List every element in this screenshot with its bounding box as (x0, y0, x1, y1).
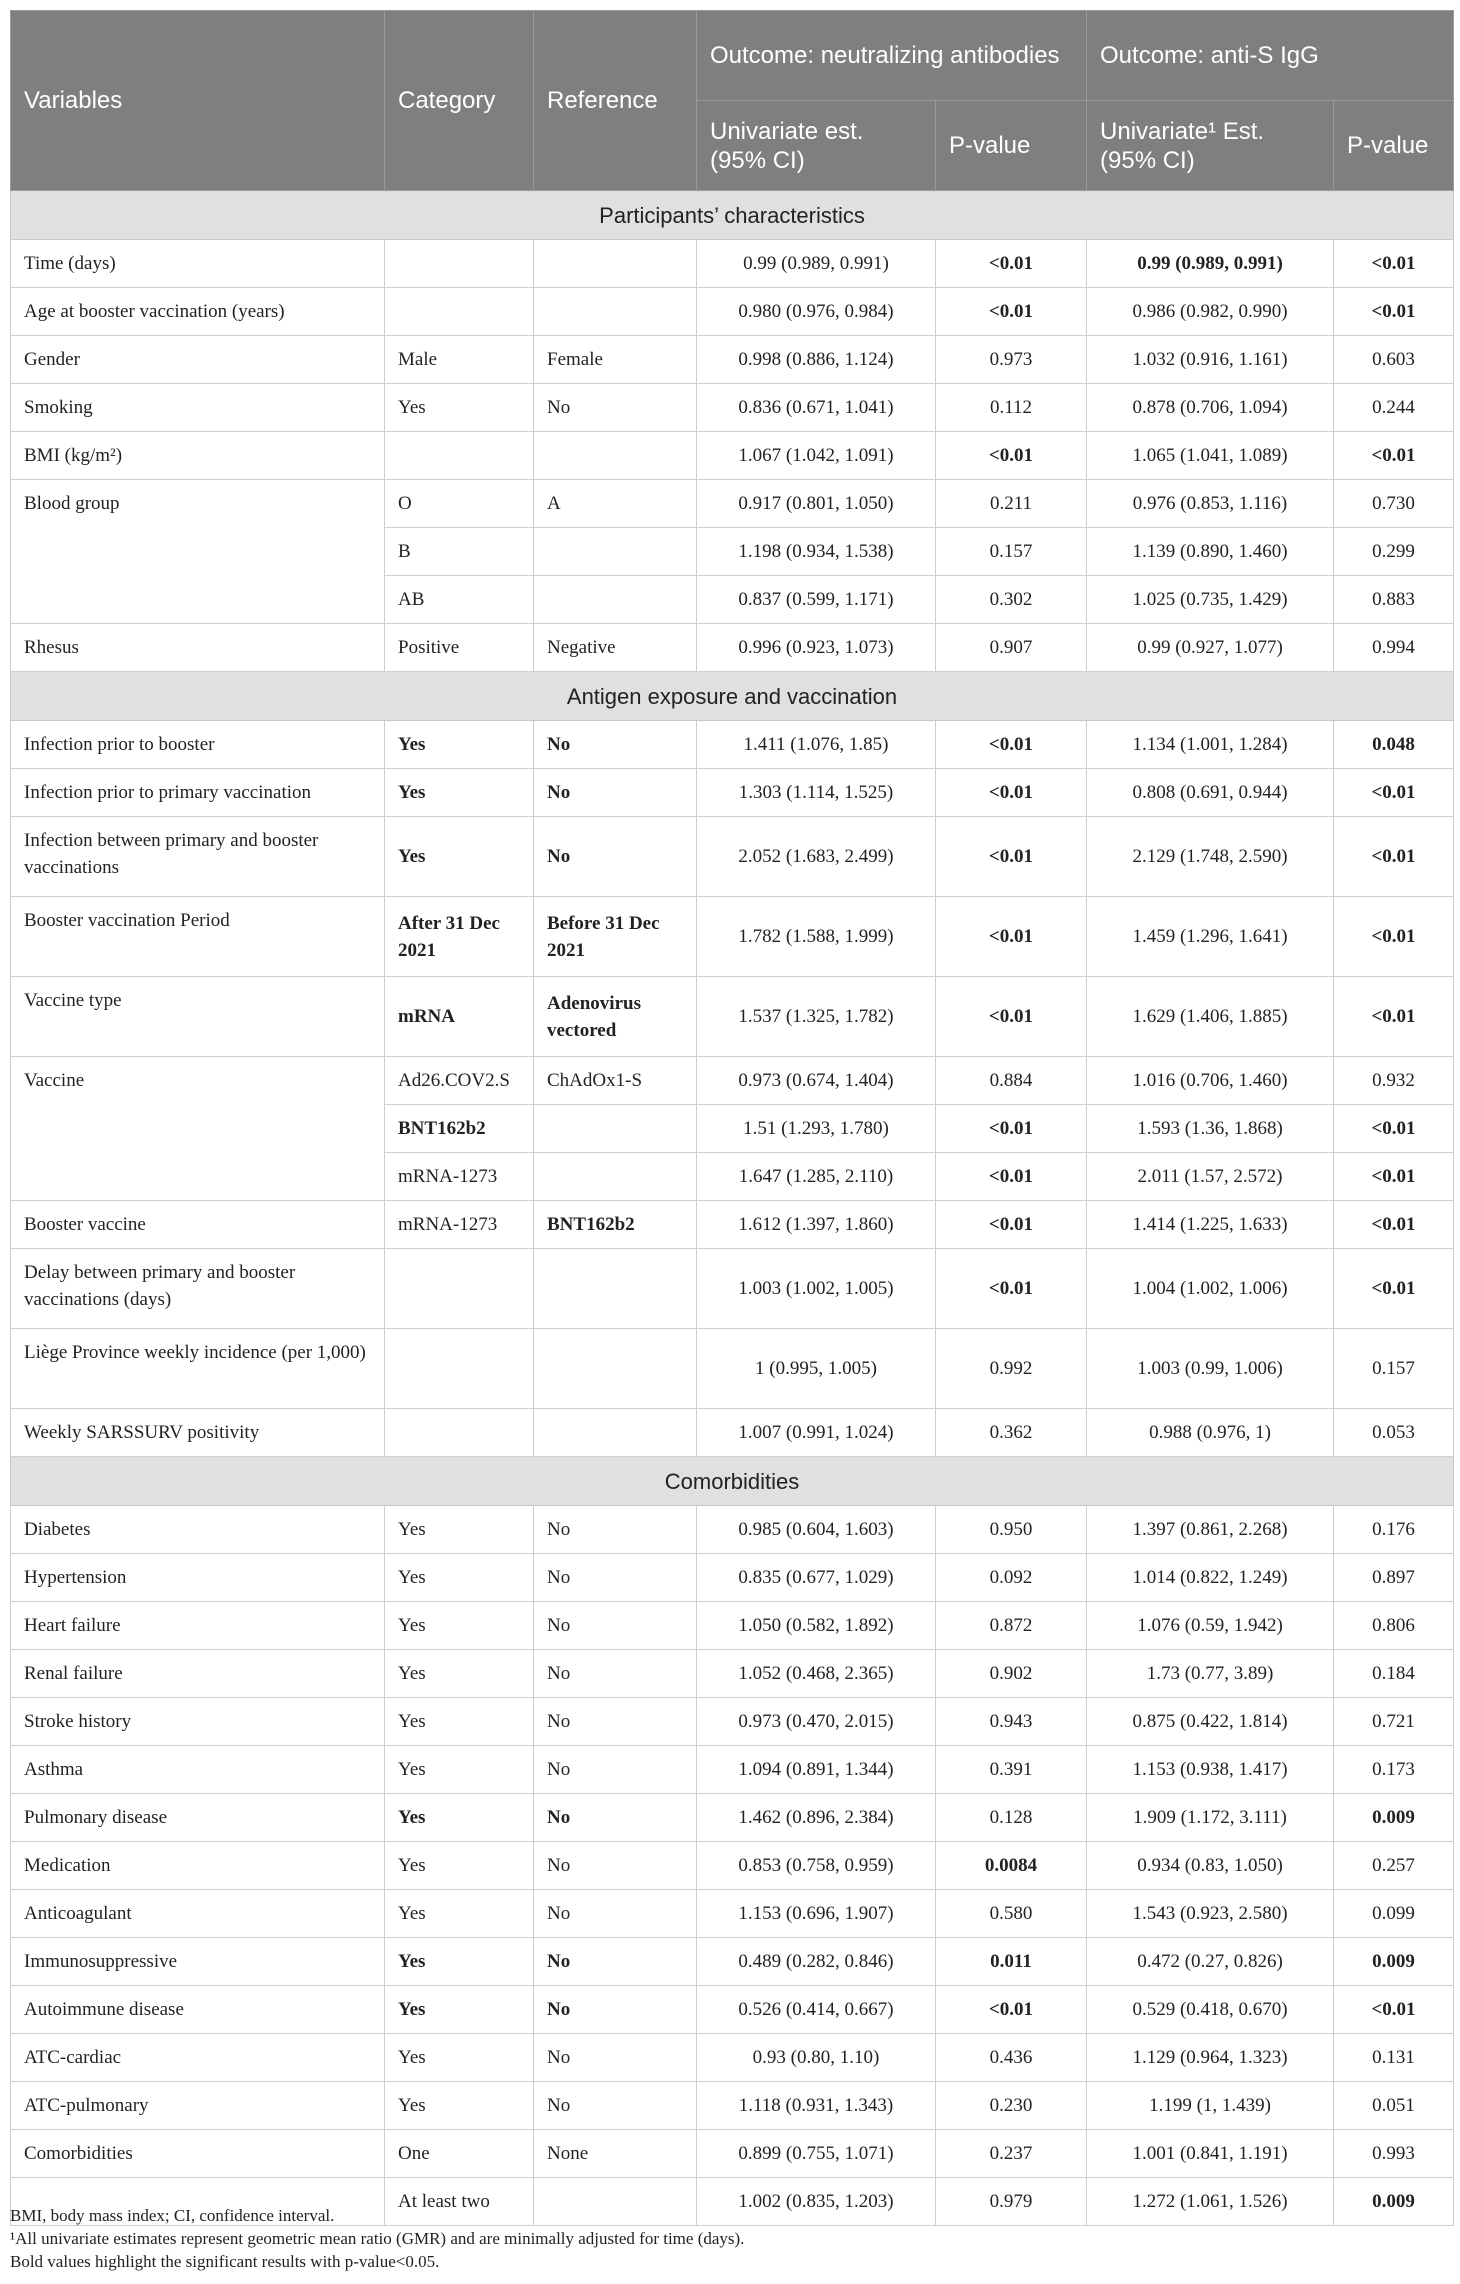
table-footnotes (10, 2204, 744, 2273)
reference-cell (534, 432, 697, 480)
estimate-neutralizing-cell: 1.094 (0.891, 1.344) (697, 1746, 936, 1794)
pvalue-neutralizing-cell: 0.950 (936, 1506, 1087, 1554)
pvalue-neutralizing-cell: <0.01 (936, 1105, 1087, 1153)
variable-cell: Time (days) (11, 240, 385, 288)
estimate-igg-cell: 1.543 (0.923, 2.580) (1087, 1890, 1334, 1938)
pvalue-igg-cell: 0.730 (1334, 480, 1454, 528)
category-cell: At least two (385, 2178, 534, 2226)
estimate-igg-cell: 1.199 (1, 1.439) (1087, 2082, 1334, 2130)
variable-cell: Vaccine (11, 1057, 385, 1201)
pvalue-neutralizing-cell: <0.01 (936, 817, 1087, 897)
pvalue-igg-cell: 0.883 (1334, 576, 1454, 624)
estimate-neutralizing-cell: 0.973 (0.470, 2.015) (697, 1698, 936, 1746)
category-cell: Male (385, 336, 534, 384)
reference-cell (534, 1153, 697, 1201)
reference-cell: No (534, 1794, 697, 1842)
header-category: Category (385, 11, 534, 191)
reference-cell (534, 1329, 697, 1409)
variable-cell: Rhesus (11, 624, 385, 672)
reference-cell: Negative (534, 624, 697, 672)
pvalue-neutralizing-cell: 0.092 (936, 1554, 1087, 1602)
pvalue-igg-cell: <0.01 (1334, 432, 1454, 480)
estimate-neutralizing-cell: 1.647 (1.285, 2.110) (697, 1153, 936, 1201)
category-cell (385, 432, 534, 480)
variable-cell: Immunosuppressive (11, 1938, 385, 1986)
category-cell: B (385, 528, 534, 576)
category-cell: Yes (385, 769, 534, 817)
estimate-neutralizing-cell: 1.462 (0.896, 2.384) (697, 1794, 936, 1842)
pvalue-neutralizing-cell: 0.902 (936, 1650, 1087, 1698)
estimate-neutralizing-cell: 2.052 (1.683, 2.499) (697, 817, 936, 897)
table-row (11, 1890, 1454, 1938)
pvalue-neutralizing-cell: <0.01 (936, 240, 1087, 288)
estimate-igg-cell: 1.397 (0.861, 2.268) (1087, 1506, 1334, 1554)
table-row (11, 1794, 1454, 1842)
estimate-igg-cell: 1.003 (0.99, 1.006) (1087, 1329, 1334, 1409)
estimate-neutralizing-cell: 0.980 (0.976, 0.984) (697, 288, 936, 336)
pvalue-neutralizing-cell: 0.391 (936, 1746, 1087, 1794)
estimate-neutralizing-cell: 0.835 (0.677, 1.029) (697, 1554, 936, 1602)
header-pvalue-neutralizing: P-value (936, 101, 1087, 191)
reference-cell (534, 1409, 697, 1457)
estimate-neutralizing-cell: 1.050 (0.582, 1.892) (697, 1602, 936, 1650)
estimate-neutralizing-cell: 1 (0.995, 1.005) (697, 1329, 936, 1409)
estimate-neutralizing-cell: 1.003 (1.002, 1.005) (697, 1249, 936, 1329)
estimate-neutralizing-cell: 0.489 (0.282, 0.846) (697, 1938, 936, 1986)
pvalue-igg-cell: 0.099 (1334, 1890, 1454, 1938)
section-row (11, 672, 1454, 721)
pvalue-igg-cell: <0.01 (1334, 1249, 1454, 1329)
pvalue-neutralizing-cell: 0.884 (936, 1057, 1087, 1105)
pvalue-neutralizing-cell: 0.362 (936, 1409, 1087, 1457)
table-row (11, 897, 1454, 977)
estimate-igg-cell: 1.153 (0.938, 1.417) (1087, 1746, 1334, 1794)
header-outcome-igg: Outcome: anti-S IgG (1087, 11, 1454, 101)
estimate-igg-cell: 1.629 (1.406, 1.885) (1087, 977, 1334, 1057)
table-row (11, 1506, 1454, 1554)
estimate-neutralizing-cell: 1.002 (0.835, 1.203) (697, 2178, 936, 2226)
variable-cell: Smoking (11, 384, 385, 432)
category-cell: One (385, 2130, 534, 2178)
variable-cell: Asthma (11, 1746, 385, 1794)
estimate-neutralizing-cell: 0.917 (0.801, 1.050) (697, 480, 936, 528)
estimate-igg-cell: 1.129 (0.964, 1.323) (1087, 2034, 1334, 2082)
pvalue-igg-cell: <0.01 (1334, 769, 1454, 817)
reference-cell (534, 288, 697, 336)
pvalue-igg-cell: 0.009 (1334, 1938, 1454, 1986)
estimate-igg-cell: 1.909 (1.172, 3.111) (1087, 1794, 1334, 1842)
header-variables: Variables (11, 11, 385, 191)
pvalue-igg-cell: 0.257 (1334, 1842, 1454, 1890)
pvalue-igg-cell: <0.01 (1334, 1153, 1454, 1201)
category-cell (385, 1249, 534, 1329)
pvalue-neutralizing-cell: <0.01 (936, 1249, 1087, 1329)
reference-cell (534, 1105, 697, 1153)
estimate-igg-cell: 0.472 (0.27, 0.826) (1087, 1938, 1334, 1986)
category-cell: O (385, 480, 534, 528)
category-cell: Yes (385, 1986, 534, 2034)
estimate-neutralizing-cell: 1.153 (0.696, 1.907) (697, 1890, 936, 1938)
pvalue-igg-cell: 0.932 (1334, 1057, 1454, 1105)
category-cell: Yes (385, 1842, 534, 1890)
estimate-igg-cell: 1.139 (0.890, 1.460) (1087, 528, 1334, 576)
reference-cell: Adenovirus vectored (534, 977, 697, 1057)
reference-cell: No (534, 1890, 697, 1938)
pvalue-igg-cell: <0.01 (1334, 240, 1454, 288)
pvalue-neutralizing-cell: <0.01 (936, 288, 1087, 336)
variable-cell: Delay between primary and booster vaccinations (days) (11, 1249, 385, 1329)
pvalue-igg-cell: 0.994 (1334, 624, 1454, 672)
footnote: ¹All univariate estimates represent geometric mean ratio (GMR) and are minimally adjusted for time (days). (10, 2229, 745, 2248)
variable-cell: Infection prior to primary vaccination (11, 769, 385, 817)
pvalue-neutralizing-cell: 0.0084 (936, 1842, 1087, 1890)
pvalue-neutralizing-cell: 0.436 (936, 2034, 1087, 2082)
table-row (11, 1201, 1454, 1249)
reference-cell: None (534, 2130, 697, 2178)
section-row (11, 191, 1454, 240)
pvalue-igg-cell: 0.009 (1334, 2178, 1454, 2226)
table-row (11, 432, 1454, 480)
table-body (11, 191, 1454, 2226)
pvalue-neutralizing-cell: 0.992 (936, 1329, 1087, 1409)
table-row (11, 1329, 1454, 1409)
pvalue-igg-cell: <0.01 (1334, 1986, 1454, 2034)
pvalue-neutralizing-cell: <0.01 (936, 1986, 1087, 2034)
estimate-igg-cell: 1.459 (1.296, 1.641) (1087, 897, 1334, 977)
pvalue-igg-cell: 0.173 (1334, 1746, 1454, 1794)
estimate-neutralizing-cell: 0.99 (0.989, 0.991) (697, 240, 936, 288)
variable-cell: Weekly SARSSURV positivity (11, 1409, 385, 1457)
pvalue-neutralizing-cell: 0.237 (936, 2130, 1087, 2178)
table-row (11, 240, 1454, 288)
table-row (11, 1409, 1454, 1457)
estimate-neutralizing-cell: 1.537 (1.325, 1.782) (697, 977, 936, 1057)
estimate-igg-cell: 0.99 (0.927, 1.077) (1087, 624, 1334, 672)
pvalue-neutralizing-cell: 0.112 (936, 384, 1087, 432)
pvalue-igg-cell: 0.157 (1334, 1329, 1454, 1409)
pvalue-neutralizing-cell: <0.01 (936, 977, 1087, 1057)
table-row (11, 977, 1454, 1057)
variable-cell: Booster vaccine (11, 1201, 385, 1249)
pvalue-neutralizing-cell: 0.302 (936, 576, 1087, 624)
table-row (11, 1249, 1454, 1329)
reference-cell: No (534, 2034, 697, 2082)
estimate-igg-cell: 1.272 (1.061, 1.526) (1087, 2178, 1334, 2226)
estimate-igg-cell: 1.016 (0.706, 1.460) (1087, 1057, 1334, 1105)
section-title: Participants’ characteristics (11, 191, 1454, 240)
variable-cell: Medication (11, 1842, 385, 1890)
estimate-neutralizing-cell: 0.836 (0.671, 1.041) (697, 384, 936, 432)
category-cell: AB (385, 576, 534, 624)
pvalue-igg-cell: 0.806 (1334, 1602, 1454, 1650)
table-row (11, 1842, 1454, 1890)
estimate-neutralizing-cell: 1.052 (0.468, 2.365) (697, 1650, 936, 1698)
table-row (11, 288, 1454, 336)
reference-cell (534, 1249, 697, 1329)
reference-cell (534, 528, 697, 576)
pvalue-neutralizing-cell: <0.01 (936, 1201, 1087, 1249)
estimate-igg-cell: 1.001 (0.841, 1.191) (1087, 2130, 1334, 2178)
category-cell: mRNA-1273 (385, 1153, 534, 1201)
variable-cell: Stroke history (11, 1698, 385, 1746)
variable-cell: Liège Province weekly incidence (per 1,000) (11, 1329, 385, 1409)
pvalue-neutralizing-cell: 0.973 (936, 336, 1087, 384)
estimate-neutralizing-cell: 0.853 (0.758, 0.959) (697, 1842, 936, 1890)
category-cell: Yes (385, 721, 534, 769)
reference-cell: No (534, 1986, 697, 2034)
estimate-igg-cell: 1.593 (1.36, 1.868) (1087, 1105, 1334, 1153)
category-cell: Yes (385, 2034, 534, 2082)
variable-cell: Age at booster vaccination (years) (11, 288, 385, 336)
reference-cell: Before 31 Dec 2021 (534, 897, 697, 977)
pvalue-neutralizing-cell: 0.907 (936, 624, 1087, 672)
reference-cell: BNT162b2 (534, 1201, 697, 1249)
table-row (11, 817, 1454, 897)
header-outcome-neutralizing: Outcome: neutralizing antibodies (697, 11, 1087, 101)
footnote: Bold values highlight the significant results with p-value<0.05. (10, 2252, 440, 2271)
reference-cell (534, 240, 697, 288)
header-est-neutralizing: Univariate est. (95% CI) (697, 101, 936, 191)
reference-cell: No (534, 1650, 697, 1698)
header-est-igg: Univariate¹ Est. (95% CI) (1087, 101, 1334, 191)
category-cell (385, 1409, 534, 1457)
table-row (11, 1554, 1454, 1602)
pvalue-neutralizing-cell: 0.128 (936, 1794, 1087, 1842)
variable-cell: Booster vaccination Period (11, 897, 385, 977)
estimate-igg-cell: 0.878 (0.706, 1.094) (1087, 384, 1334, 432)
category-cell: Yes (385, 2082, 534, 2130)
variable-cell: Hypertension (11, 1554, 385, 1602)
estimate-neutralizing-cell: 1.612 (1.397, 1.860) (697, 1201, 936, 1249)
reference-cell: A (534, 480, 697, 528)
category-cell: Yes (385, 1650, 534, 1698)
estimate-neutralizing-cell: 1.782 (1.588, 1.999) (697, 897, 936, 977)
reference-cell: No (534, 2082, 697, 2130)
pvalue-neutralizing-cell: 0.157 (936, 528, 1087, 576)
reference-cell: No (534, 1602, 697, 1650)
estimate-igg-cell: 0.986 (0.982, 0.990) (1087, 288, 1334, 336)
reference-cell: No (534, 721, 697, 769)
pvalue-neutralizing-cell: <0.01 (936, 1153, 1087, 1201)
pvalue-igg-cell: <0.01 (1334, 977, 1454, 1057)
estimate-igg-cell: 0.529 (0.418, 0.670) (1087, 1986, 1334, 2034)
estimate-neutralizing-cell: 0.837 (0.599, 1.171) (697, 576, 936, 624)
variable-cell: Vaccine type (11, 977, 385, 1057)
table-row (11, 1938, 1454, 1986)
estimate-neutralizing-cell: 1.118 (0.931, 1.343) (697, 2082, 936, 2130)
pvalue-igg-cell: 0.053 (1334, 1409, 1454, 1457)
variable-cell: Infection between primary and booster vaccinations (11, 817, 385, 897)
reference-cell: ChAdOx1-S (534, 1057, 697, 1105)
section-title: Antigen exposure and vaccination (11, 672, 1454, 721)
estimate-igg-cell: 2.129 (1.748, 2.590) (1087, 817, 1334, 897)
variable-cell: Renal failure (11, 1650, 385, 1698)
pvalue-igg-cell: 0.897 (1334, 1554, 1454, 1602)
category-cell: Yes (385, 1602, 534, 1650)
category-cell: After 31 Dec 2021 (385, 897, 534, 977)
estimate-igg-cell: 1.134 (1.001, 1.284) (1087, 721, 1334, 769)
pvalue-neutralizing-cell: <0.01 (936, 432, 1087, 480)
table-row (11, 1746, 1454, 1794)
estimate-igg-cell: 2.011 (1.57, 2.572) (1087, 1153, 1334, 1201)
estimate-igg-cell: 0.808 (0.691, 0.944) (1087, 769, 1334, 817)
estimate-neutralizing-cell: 0.998 (0.886, 1.124) (697, 336, 936, 384)
pvalue-neutralizing-cell: <0.01 (936, 721, 1087, 769)
pvalue-igg-cell: 0.009 (1334, 1794, 1454, 1842)
pvalue-neutralizing-cell: 0.211 (936, 480, 1087, 528)
pvalue-neutralizing-cell: <0.01 (936, 897, 1087, 977)
pvalue-igg-cell: 0.721 (1334, 1698, 1454, 1746)
table-row (11, 1698, 1454, 1746)
table-row (11, 1650, 1454, 1698)
estimate-neutralizing-cell: 1.51 (1.293, 1.780) (697, 1105, 936, 1153)
category-cell: Yes (385, 817, 534, 897)
reference-cell: No (534, 1698, 697, 1746)
category-cell: Ad26.COV2.S (385, 1057, 534, 1105)
pvalue-igg-cell: <0.01 (1334, 1201, 1454, 1249)
results-table (10, 10, 1454, 2226)
estimate-igg-cell: 0.976 (0.853, 1.116) (1087, 480, 1334, 528)
category-cell (385, 1329, 534, 1409)
pvalue-neutralizing-cell: <0.01 (936, 769, 1087, 817)
variable-cell: Gender (11, 336, 385, 384)
reference-cell: No (534, 384, 697, 432)
estimate-neutralizing-cell: 1.198 (0.934, 1.538) (697, 528, 936, 576)
reference-cell (534, 576, 697, 624)
estimate-neutralizing-cell: 1.411 (1.076, 1.85) (697, 721, 936, 769)
table-row (11, 2130, 1454, 2178)
estimate-igg-cell: 1.076 (0.59, 1.942) (1087, 1602, 1334, 1650)
pvalue-igg-cell: 0.176 (1334, 1506, 1454, 1554)
table-row (11, 2082, 1454, 2130)
table-row (11, 1057, 1454, 1105)
variable-cell: Heart failure (11, 1602, 385, 1650)
pvalue-igg-cell: 0.603 (1334, 336, 1454, 384)
estimate-neutralizing-cell: 0.996 (0.923, 1.073) (697, 624, 936, 672)
pvalue-neutralizing-cell: 0.872 (936, 1602, 1087, 1650)
variable-cell: BMI (kg/m²) (11, 432, 385, 480)
variable-cell: Infection prior to booster (11, 721, 385, 769)
table-row (11, 721, 1454, 769)
reference-cell: No (534, 1842, 697, 1890)
reference-cell: No (534, 769, 697, 817)
estimate-neutralizing-cell: 0.526 (0.414, 0.667) (697, 1986, 936, 2034)
category-cell: Yes (385, 1746, 534, 1794)
reference-cell: No (534, 1746, 697, 1794)
pvalue-igg-cell: 0.051 (1334, 2082, 1454, 2130)
estimate-neutralizing-cell: 0.973 (0.674, 1.404) (697, 1057, 936, 1105)
variable-cell: Anticoagulant (11, 1890, 385, 1938)
estimate-igg-cell: 1.065 (1.041, 1.089) (1087, 432, 1334, 480)
pvalue-igg-cell: <0.01 (1334, 1105, 1454, 1153)
estimate-igg-cell: 0.99 (0.989, 0.991) (1087, 240, 1334, 288)
estimate-neutralizing-cell: 1.007 (0.991, 1.024) (697, 1409, 936, 1457)
table-row (11, 624, 1454, 672)
estimate-igg-cell: 0.875 (0.422, 1.814) (1087, 1698, 1334, 1746)
pvalue-igg-cell: 0.299 (1334, 528, 1454, 576)
pvalue-igg-cell: <0.01 (1334, 288, 1454, 336)
category-cell: Yes (385, 1698, 534, 1746)
estimate-igg-cell: 1.032 (0.916, 1.161) (1087, 336, 1334, 384)
category-cell: Yes (385, 1506, 534, 1554)
pvalue-igg-cell: 0.184 (1334, 1650, 1454, 1698)
category-cell: Yes (385, 1794, 534, 1842)
pvalue-neutralizing-cell: 0.011 (936, 1938, 1087, 1986)
estimate-igg-cell: 1.014 (0.822, 1.249) (1087, 1554, 1334, 1602)
pvalue-neutralizing-cell: 0.979 (936, 2178, 1087, 2226)
table-row (11, 1602, 1454, 1650)
variable-cell: Autoimmune disease (11, 1986, 385, 2034)
reference-cell: No (534, 1506, 697, 1554)
category-cell: Positive (385, 624, 534, 672)
variable-cell: Comorbidities (11, 2130, 385, 2178)
pvalue-igg-cell: 0.131 (1334, 2034, 1454, 2082)
table-row (11, 769, 1454, 817)
reference-cell: No (534, 1554, 697, 1602)
category-cell: Yes (385, 1554, 534, 1602)
category-cell: mRNA-1273 (385, 1201, 534, 1249)
pvalue-igg-cell: <0.01 (1334, 897, 1454, 977)
category-cell (385, 288, 534, 336)
category-cell: mRNA (385, 977, 534, 1057)
header-pvalue-igg: P-value (1334, 101, 1454, 191)
reference-cell: Female (534, 336, 697, 384)
reference-cell: No (534, 817, 697, 897)
category-cell: BNT162b2 (385, 1105, 534, 1153)
variable-cell: ATC-pulmonary (11, 2082, 385, 2130)
reference-cell: No (534, 1938, 697, 1986)
variable-cell: ATC-cardiac (11, 2034, 385, 2082)
estimate-neutralizing-cell: 1.303 (1.114, 1.525) (697, 769, 936, 817)
estimate-neutralizing-cell: 0.899 (0.755, 1.071) (697, 2130, 936, 2178)
header-reference: Reference (534, 11, 697, 191)
pvalue-igg-cell: 0.244 (1334, 384, 1454, 432)
table-row (11, 384, 1454, 432)
section-row (11, 1457, 1454, 1506)
table-row (11, 1986, 1454, 2034)
estimate-neutralizing-cell: 0.93 (0.80, 1.10) (697, 2034, 936, 2082)
category-cell: Yes (385, 1938, 534, 1986)
table-row (11, 336, 1454, 384)
variable-cell: Blood group (11, 480, 385, 624)
pvalue-igg-cell: 0.048 (1334, 721, 1454, 769)
section-title: Comorbidities (11, 1457, 1454, 1506)
estimate-igg-cell: 1.73 (0.77, 3.89) (1087, 1650, 1334, 1698)
variable-cell: Diabetes (11, 1506, 385, 1554)
table-row (11, 480, 1454, 528)
estimate-igg-cell: 0.934 (0.83, 1.050) (1087, 1842, 1334, 1890)
category-cell: Yes (385, 1890, 534, 1938)
category-cell (385, 240, 534, 288)
pvalue-neutralizing-cell: 0.943 (936, 1698, 1087, 1746)
pvalue-igg-cell: <0.01 (1334, 817, 1454, 897)
estimate-igg-cell: 0.988 (0.976, 1) (1087, 1409, 1334, 1457)
footnote: BMI, body mass index; CI, confidence interval. (10, 2206, 335, 2225)
pvalue-igg-cell: 0.993 (1334, 2130, 1454, 2178)
pvalue-neutralizing-cell: 0.580 (936, 1890, 1087, 1938)
category-cell: Yes (385, 384, 534, 432)
estimate-neutralizing-cell: 0.985 (0.604, 1.603) (697, 1506, 936, 1554)
estimate-igg-cell: 1.025 (0.735, 1.429) (1087, 576, 1334, 624)
table-row (11, 2034, 1454, 2082)
estimate-igg-cell: 1.004 (1.002, 1.006) (1087, 1249, 1334, 1329)
estimate-igg-cell: 1.414 (1.225, 1.633) (1087, 1201, 1334, 1249)
variable-cell: Pulmonary disease (11, 1794, 385, 1842)
pvalue-neutralizing-cell: 0.230 (936, 2082, 1087, 2130)
estimate-neutralizing-cell: 1.067 (1.042, 1.091) (697, 432, 936, 480)
